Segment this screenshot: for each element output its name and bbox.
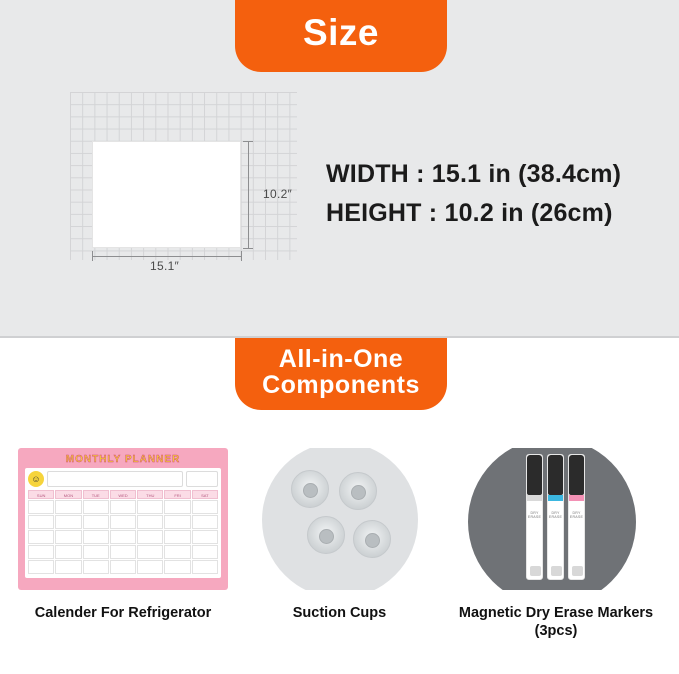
height-dimension-label: 10.2″ (263, 187, 293, 201)
suction-cups-backdrop (262, 448, 418, 590)
card-calendar (18, 448, 228, 640)
calendar-cell (164, 545, 190, 559)
components-badge-line2: Components (262, 371, 420, 399)
size-section (0, 0, 679, 336)
calendar-cell (110, 530, 136, 544)
width-tick-left (92, 251, 93, 261)
weekday-header: SAT (192, 490, 218, 499)
weekday-header: MON (55, 490, 81, 499)
calendar-cell (137, 530, 163, 544)
year-field (186, 471, 218, 487)
calendar-cell (192, 560, 218, 574)
calendar-cell (83, 530, 109, 544)
weekday-header: FRI (164, 490, 190, 499)
width-measure-line (92, 256, 241, 257)
calendar-cell (55, 515, 81, 529)
weekday-header: WED (110, 490, 136, 499)
calendar-cell (55, 545, 81, 559)
calendar-cell (164, 530, 190, 544)
calendar-cell (137, 560, 163, 574)
dimension-list (326, 160, 621, 238)
calendar-cell (55, 500, 81, 514)
calendar-cell (137, 500, 163, 514)
whiteboard-illustration (92, 141, 241, 248)
calendar-cell (192, 515, 218, 529)
smiley-icon: ☺ (28, 471, 44, 487)
width-dimension-label: 15.1″ (150, 259, 180, 273)
calendar-cell (28, 515, 54, 529)
components-badge (235, 338, 447, 410)
width-tick-right (241, 251, 242, 261)
weekday-header: THU (137, 490, 163, 499)
card-caption: Calender For Refrigerator (34, 605, 212, 621)
card-caption: Magnetic Dry Erase Markers (3pcs) (458, 605, 654, 640)
calendar-cell (164, 515, 190, 529)
marker-cap (527, 455, 542, 495)
card-suction-cups (235, 448, 445, 640)
calendar-cell (83, 545, 109, 559)
calendar-cell (55, 560, 81, 574)
calendar-body (25, 468, 221, 578)
calendar-cell (28, 530, 54, 544)
calendar-cell (83, 560, 109, 574)
calendar-cell (192, 545, 218, 559)
calendar-thumbnail (18, 448, 228, 590)
card-markers (451, 448, 661, 640)
suction-cup (291, 470, 329, 508)
calendar-cell (192, 530, 218, 544)
markers-thumbnail (451, 448, 661, 590)
suction-cups-thumbnail (235, 448, 445, 590)
dry-erase-marker (526, 454, 543, 580)
calendar-cell (192, 500, 218, 514)
calendar-cell (83, 500, 109, 514)
weekday-header: SUN (28, 490, 54, 499)
marker-label: DRY ERASE (569, 511, 584, 519)
calendar-cell (110, 545, 136, 559)
month-field (47, 471, 183, 487)
components-badge-line1: All-in-One (278, 344, 404, 373)
calendar-cell (137, 545, 163, 559)
card-caption: Suction Cups (292, 605, 387, 621)
height-tick-top (243, 141, 253, 142)
marker-cap (569, 455, 584, 495)
calendar-cell (28, 545, 54, 559)
size-badge: Size (235, 0, 447, 72)
height-measure-line (248, 141, 249, 248)
marker-band (569, 495, 584, 501)
calendar-cell (164, 500, 190, 514)
marker-tip (572, 566, 583, 576)
calendar-cell (137, 515, 163, 529)
suction-cup (339, 472, 377, 510)
calendar-cell (164, 560, 190, 574)
components-section (0, 338, 679, 674)
suction-cup (353, 520, 391, 558)
calendar-grid (28, 490, 218, 574)
dry-erase-marker (547, 454, 564, 580)
calendar-cell (28, 560, 54, 574)
calendar-header-row (28, 471, 218, 487)
marker-tip (551, 566, 562, 576)
dry-erase-marker (568, 454, 585, 580)
calendar-cell (110, 560, 136, 574)
calendar-title: MONTHLY PLANNER (65, 454, 181, 465)
marker-label: DRY ERASE (527, 511, 542, 519)
marker-band (527, 495, 542, 501)
calendar-cell (110, 500, 136, 514)
width-text: WIDTH : 15.1 in (38.4cm) (326, 160, 622, 188)
calendar-cell (28, 500, 54, 514)
calendar-cell (83, 515, 109, 529)
weekday-header: TUE (83, 490, 109, 499)
marker-cap (548, 455, 563, 495)
component-cards (0, 448, 679, 640)
calendar-cell (110, 515, 136, 529)
marker-label: DRY ERASE (548, 511, 563, 519)
height-tick-bottom (243, 248, 253, 249)
marker-band (548, 495, 563, 501)
marker-tip (530, 566, 541, 576)
suction-cup (307, 516, 345, 554)
calendar-cell (55, 530, 81, 544)
height-text: HEIGHT : 10.2 in (26cm) (326, 199, 613, 227)
